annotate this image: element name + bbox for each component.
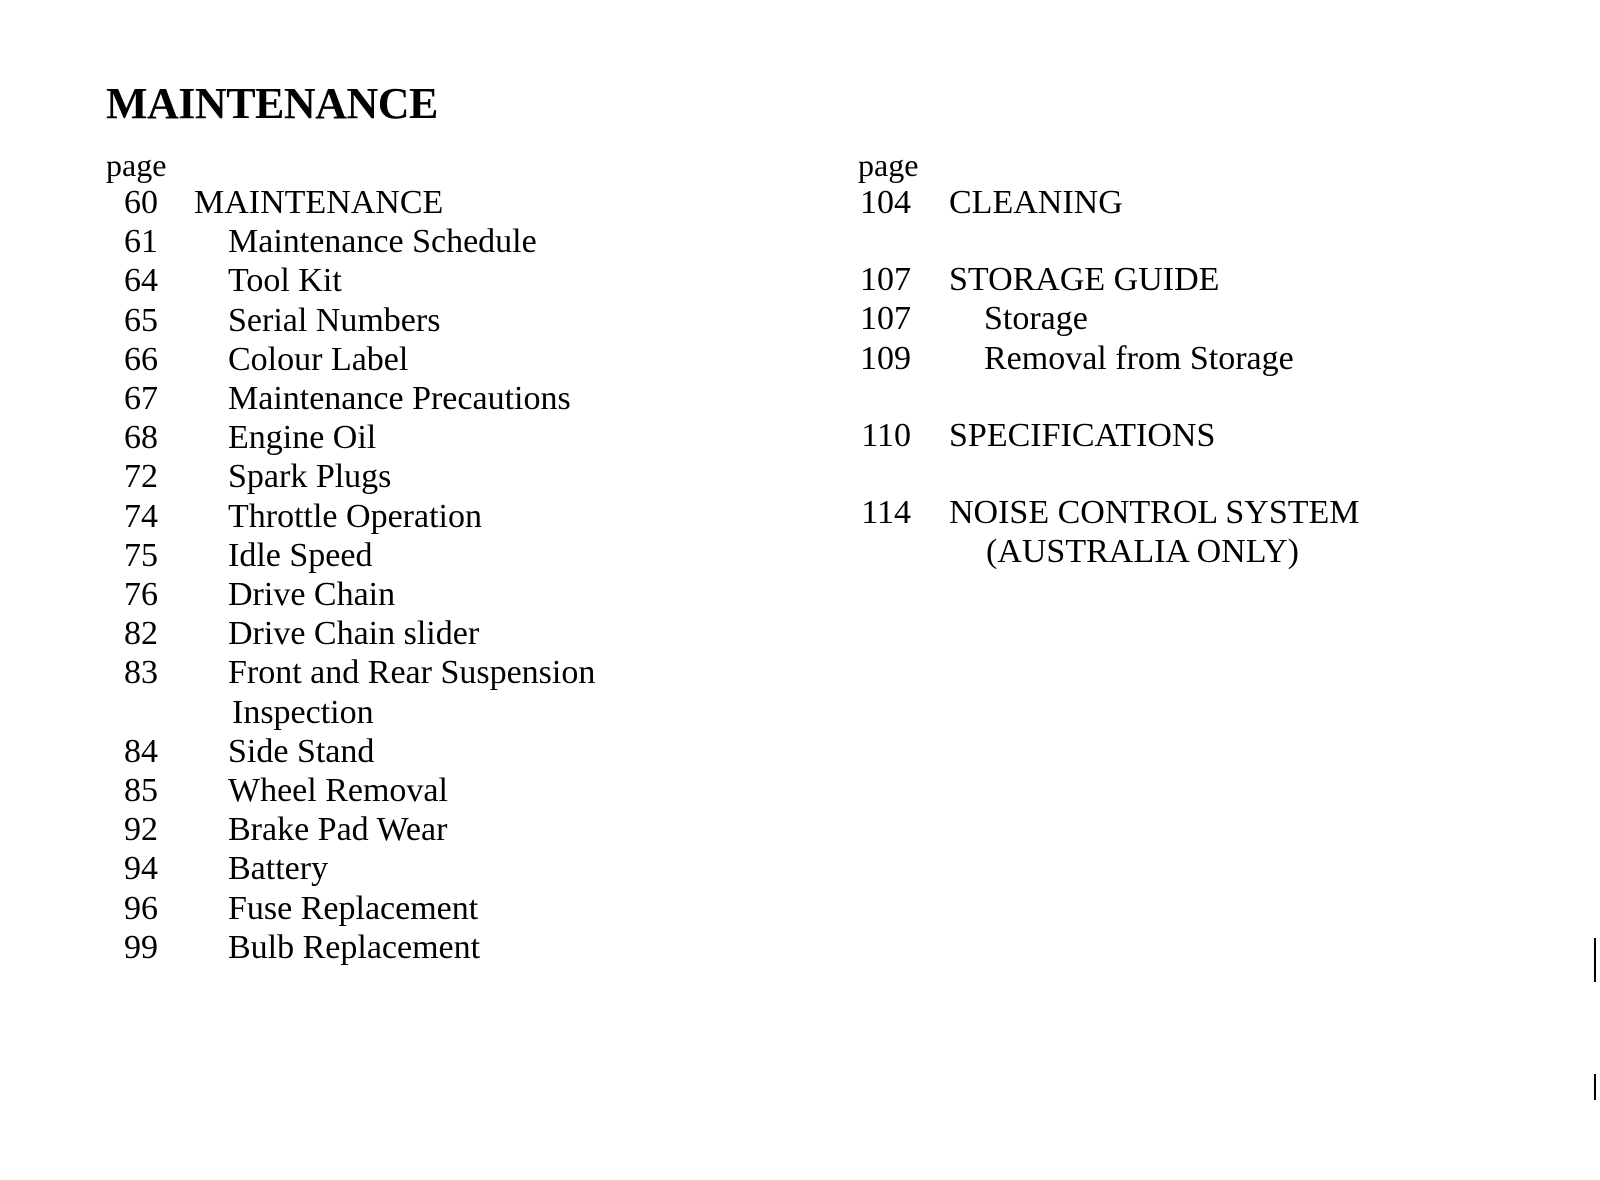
toc-subsection-title: Engine Oil bbox=[228, 419, 377, 457]
toc-page-number: 72 bbox=[124, 458, 158, 496]
toc-page-number: 61 bbox=[124, 223, 158, 261]
toc-section-title: MAINTENANCE bbox=[194, 184, 444, 221]
toc-entry bbox=[106, 928, 595, 967]
toc-page-number: 74 bbox=[124, 497, 158, 535]
toc-subsection-title: Colour Label bbox=[228, 340, 409, 378]
toc-subsection-title: Drive Chain slider bbox=[228, 615, 480, 653]
toc-page-number: 65 bbox=[124, 301, 158, 339]
toc-page-number: 107 bbox=[860, 261, 911, 299]
toc-entry bbox=[106, 183, 595, 222]
toc-page-number: 67 bbox=[124, 380, 158, 418]
toc-subsection-title: Wheel Removal bbox=[228, 772, 448, 810]
toc-page-number: 94 bbox=[124, 850, 158, 888]
toc-group-spacer bbox=[858, 455, 1360, 493]
toc-page-number: 85 bbox=[124, 772, 158, 810]
toc-subsection-title: Battery bbox=[228, 850, 329, 888]
toc-subsection-title: Brake Pad Wear bbox=[228, 811, 448, 849]
toc-section-title: NOISE CONTROL SYSTEM bbox=[949, 494, 1360, 532]
toc-page-number: 82 bbox=[124, 615, 158, 653]
toc-section-title: CLEANING bbox=[949, 184, 1123, 221]
toc-entry bbox=[106, 379, 595, 418]
toc-subsection-title: Removal from Storage bbox=[984, 339, 1294, 377]
toc-title-continuation: (AUSTRALIA ONLY) bbox=[986, 533, 1299, 571]
section-heading: MAINTENANCE bbox=[106, 79, 438, 128]
toc-page-number: 107 bbox=[860, 300, 911, 338]
toc-entry bbox=[858, 183, 1360, 222]
toc-page-number: 76 bbox=[124, 576, 158, 614]
toc-entry bbox=[106, 497, 595, 536]
toc-page-number: 99 bbox=[124, 928, 158, 966]
toc-subsection-title: Fuse Replacement bbox=[228, 889, 479, 927]
toc-entry bbox=[106, 418, 595, 457]
toc-entry bbox=[106, 575, 595, 614]
toc-page-number: 66 bbox=[124, 340, 158, 378]
toc-entry bbox=[858, 260, 1360, 299]
toc-entry bbox=[106, 536, 595, 575]
toc-subsection-title: Throttle Operation bbox=[228, 497, 482, 535]
toc-subsection-title: Drive Chain bbox=[228, 576, 396, 614]
toc-page-number: 110 bbox=[861, 416, 911, 454]
toc-page-number: 96 bbox=[124, 889, 158, 927]
toc-page-number: 83 bbox=[124, 654, 158, 692]
toc-left-entries bbox=[106, 183, 595, 967]
page-edge-mark bbox=[1594, 938, 1596, 982]
toc-page-number: 75 bbox=[124, 536, 158, 574]
toc-entry bbox=[106, 653, 595, 692]
toc-entry bbox=[858, 339, 1360, 378]
toc-group-spacer bbox=[858, 222, 1360, 260]
toc-entry bbox=[858, 299, 1360, 338]
toc-page-number: 109 bbox=[860, 339, 911, 377]
toc-section-title: STORAGE GUIDE bbox=[949, 261, 1220, 299]
toc-subsection-title: Idle Speed bbox=[228, 536, 373, 574]
toc-subsection-title: Maintenance Precautions bbox=[228, 380, 571, 418]
toc-entry bbox=[106, 771, 595, 810]
toc-entry bbox=[106, 222, 595, 261]
page-column-label: page bbox=[858, 147, 919, 183]
toc-entry bbox=[106, 614, 595, 653]
page-edge-mark bbox=[1594, 1074, 1596, 1100]
toc-subsection-title: Front and Rear Suspension bbox=[228, 654, 596, 692]
toc-subsection-title: Tool Kit bbox=[228, 262, 342, 300]
toc-subsection-title: Maintenance Schedule bbox=[228, 223, 537, 261]
toc-subsection-title: Side Stand bbox=[228, 732, 375, 770]
toc-entry bbox=[106, 810, 595, 849]
toc-subsection-title: Serial Numbers bbox=[228, 301, 441, 339]
toc-group-spacer bbox=[858, 378, 1360, 416]
toc-section-title: SPECIFICATIONS bbox=[949, 416, 1216, 454]
toc-page-number: 92 bbox=[124, 811, 158, 849]
toc-entry bbox=[106, 732, 595, 771]
toc-subsection-title: Spark Plugs bbox=[228, 458, 392, 496]
toc-page-number: 68 bbox=[124, 419, 158, 457]
toc-subsection-title: Bulb Replacement bbox=[228, 928, 481, 966]
toc-page-number: 114 bbox=[861, 494, 911, 532]
toc-entry bbox=[106, 261, 595, 300]
toc-page-number: 60 bbox=[124, 184, 158, 221]
toc-right-column bbox=[858, 147, 1360, 571]
toc-page-number: 104 bbox=[860, 184, 911, 221]
toc-entry bbox=[106, 849, 595, 888]
toc-page-number: 64 bbox=[124, 262, 158, 300]
toc-subsection-title: Storage bbox=[984, 300, 1088, 338]
toc-entry bbox=[858, 416, 1360, 455]
toc-entry bbox=[106, 340, 595, 379]
toc-page-number: 84 bbox=[124, 732, 158, 770]
toc-left-column bbox=[106, 147, 595, 967]
toc-right-entries bbox=[858, 183, 1360, 571]
toc-entry bbox=[106, 889, 595, 928]
page-column-label: page bbox=[106, 147, 167, 183]
toc-entry bbox=[106, 301, 595, 340]
toc-entry bbox=[106, 457, 595, 496]
toc-entry bbox=[858, 493, 1360, 532]
toc-title-continuation: Inspection bbox=[232, 693, 374, 731]
